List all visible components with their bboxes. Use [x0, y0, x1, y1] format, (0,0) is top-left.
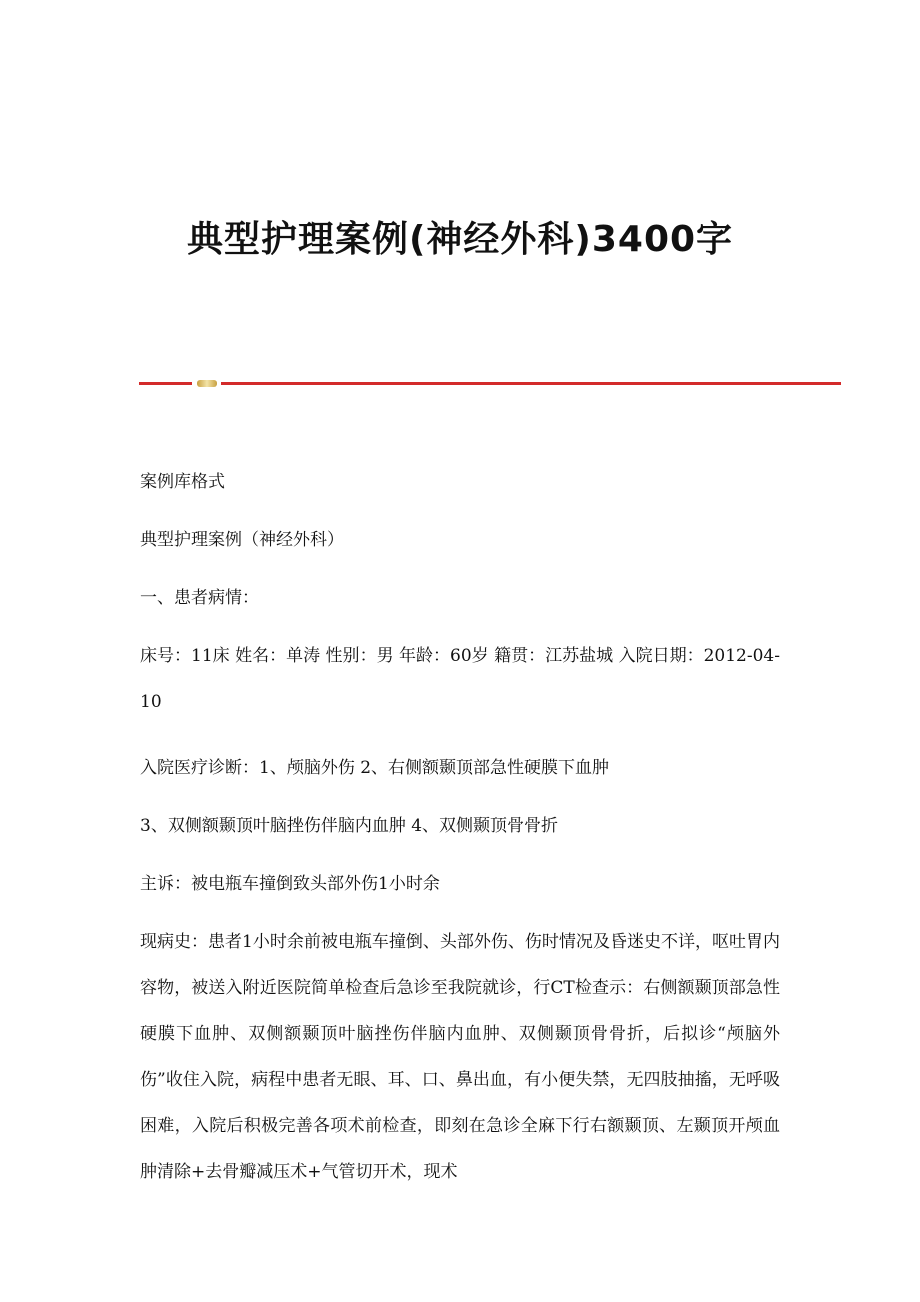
paragraph-chief-complaint: 主诉：被电瓶车撞倒致头部外伤1小时余	[140, 874, 440, 894]
paragraph-diagnosis-2: 3、双侧额颞顶叶脑挫伤伴脑内血肿 4、双侧颞顶骨骨折	[140, 816, 559, 836]
paragraph-case-heading: 典型护理案例（神经外科）	[140, 530, 344, 550]
divider-bar-left	[139, 382, 192, 385]
document-title: 典型护理案例(神经外科)3400字	[186, 219, 734, 260]
paragraph-case-format: 案例库格式	[140, 472, 225, 492]
title-divider	[139, 380, 841, 388]
paragraph-patient-info: 床号：11床 姓名：单涛 性别：男 年龄：60岁 籍贯：江苏盐城 入院日期：2012-04-10	[140, 646, 780, 712]
paragraph-section-heading: 一、患者病情：	[140, 588, 259, 608]
document-body	[140, 468, 780, 1224]
divider-ornament-icon	[197, 380, 217, 387]
divider-bar-right	[221, 382, 841, 385]
paragraph-present-history: 现病史：患者1小时余前被电瓶车撞倒、头部外伤、伤时情况及昏迷史不详，呕吐胃内容物，被送入附近医院简单检查后急诊至我院就诊，行CT检查示：右侧额颞顶部急性硬膜下血肿、双侧额颞顶叶脑挫伤伴脑内血肿、双侧颞顶骨骨折，后拟诊“颅脑外伤”收住入院，病程中患者无眼、耳、口、鼻出血，有小便失禁，无四肢抽搐，无呼吸困难，入院后积极完善各项术前检查，即刻在急诊全麻下行右额颞顶、左颞顶开颅血肿清除+去骨瓣减压术+气管切开术，现术	[140, 932, 780, 1182]
paragraph-diagnosis-1: 入院医疗诊断：1、颅脑外伤 2、右侧额颞顶部急性硬膜下血肿	[140, 758, 610, 778]
